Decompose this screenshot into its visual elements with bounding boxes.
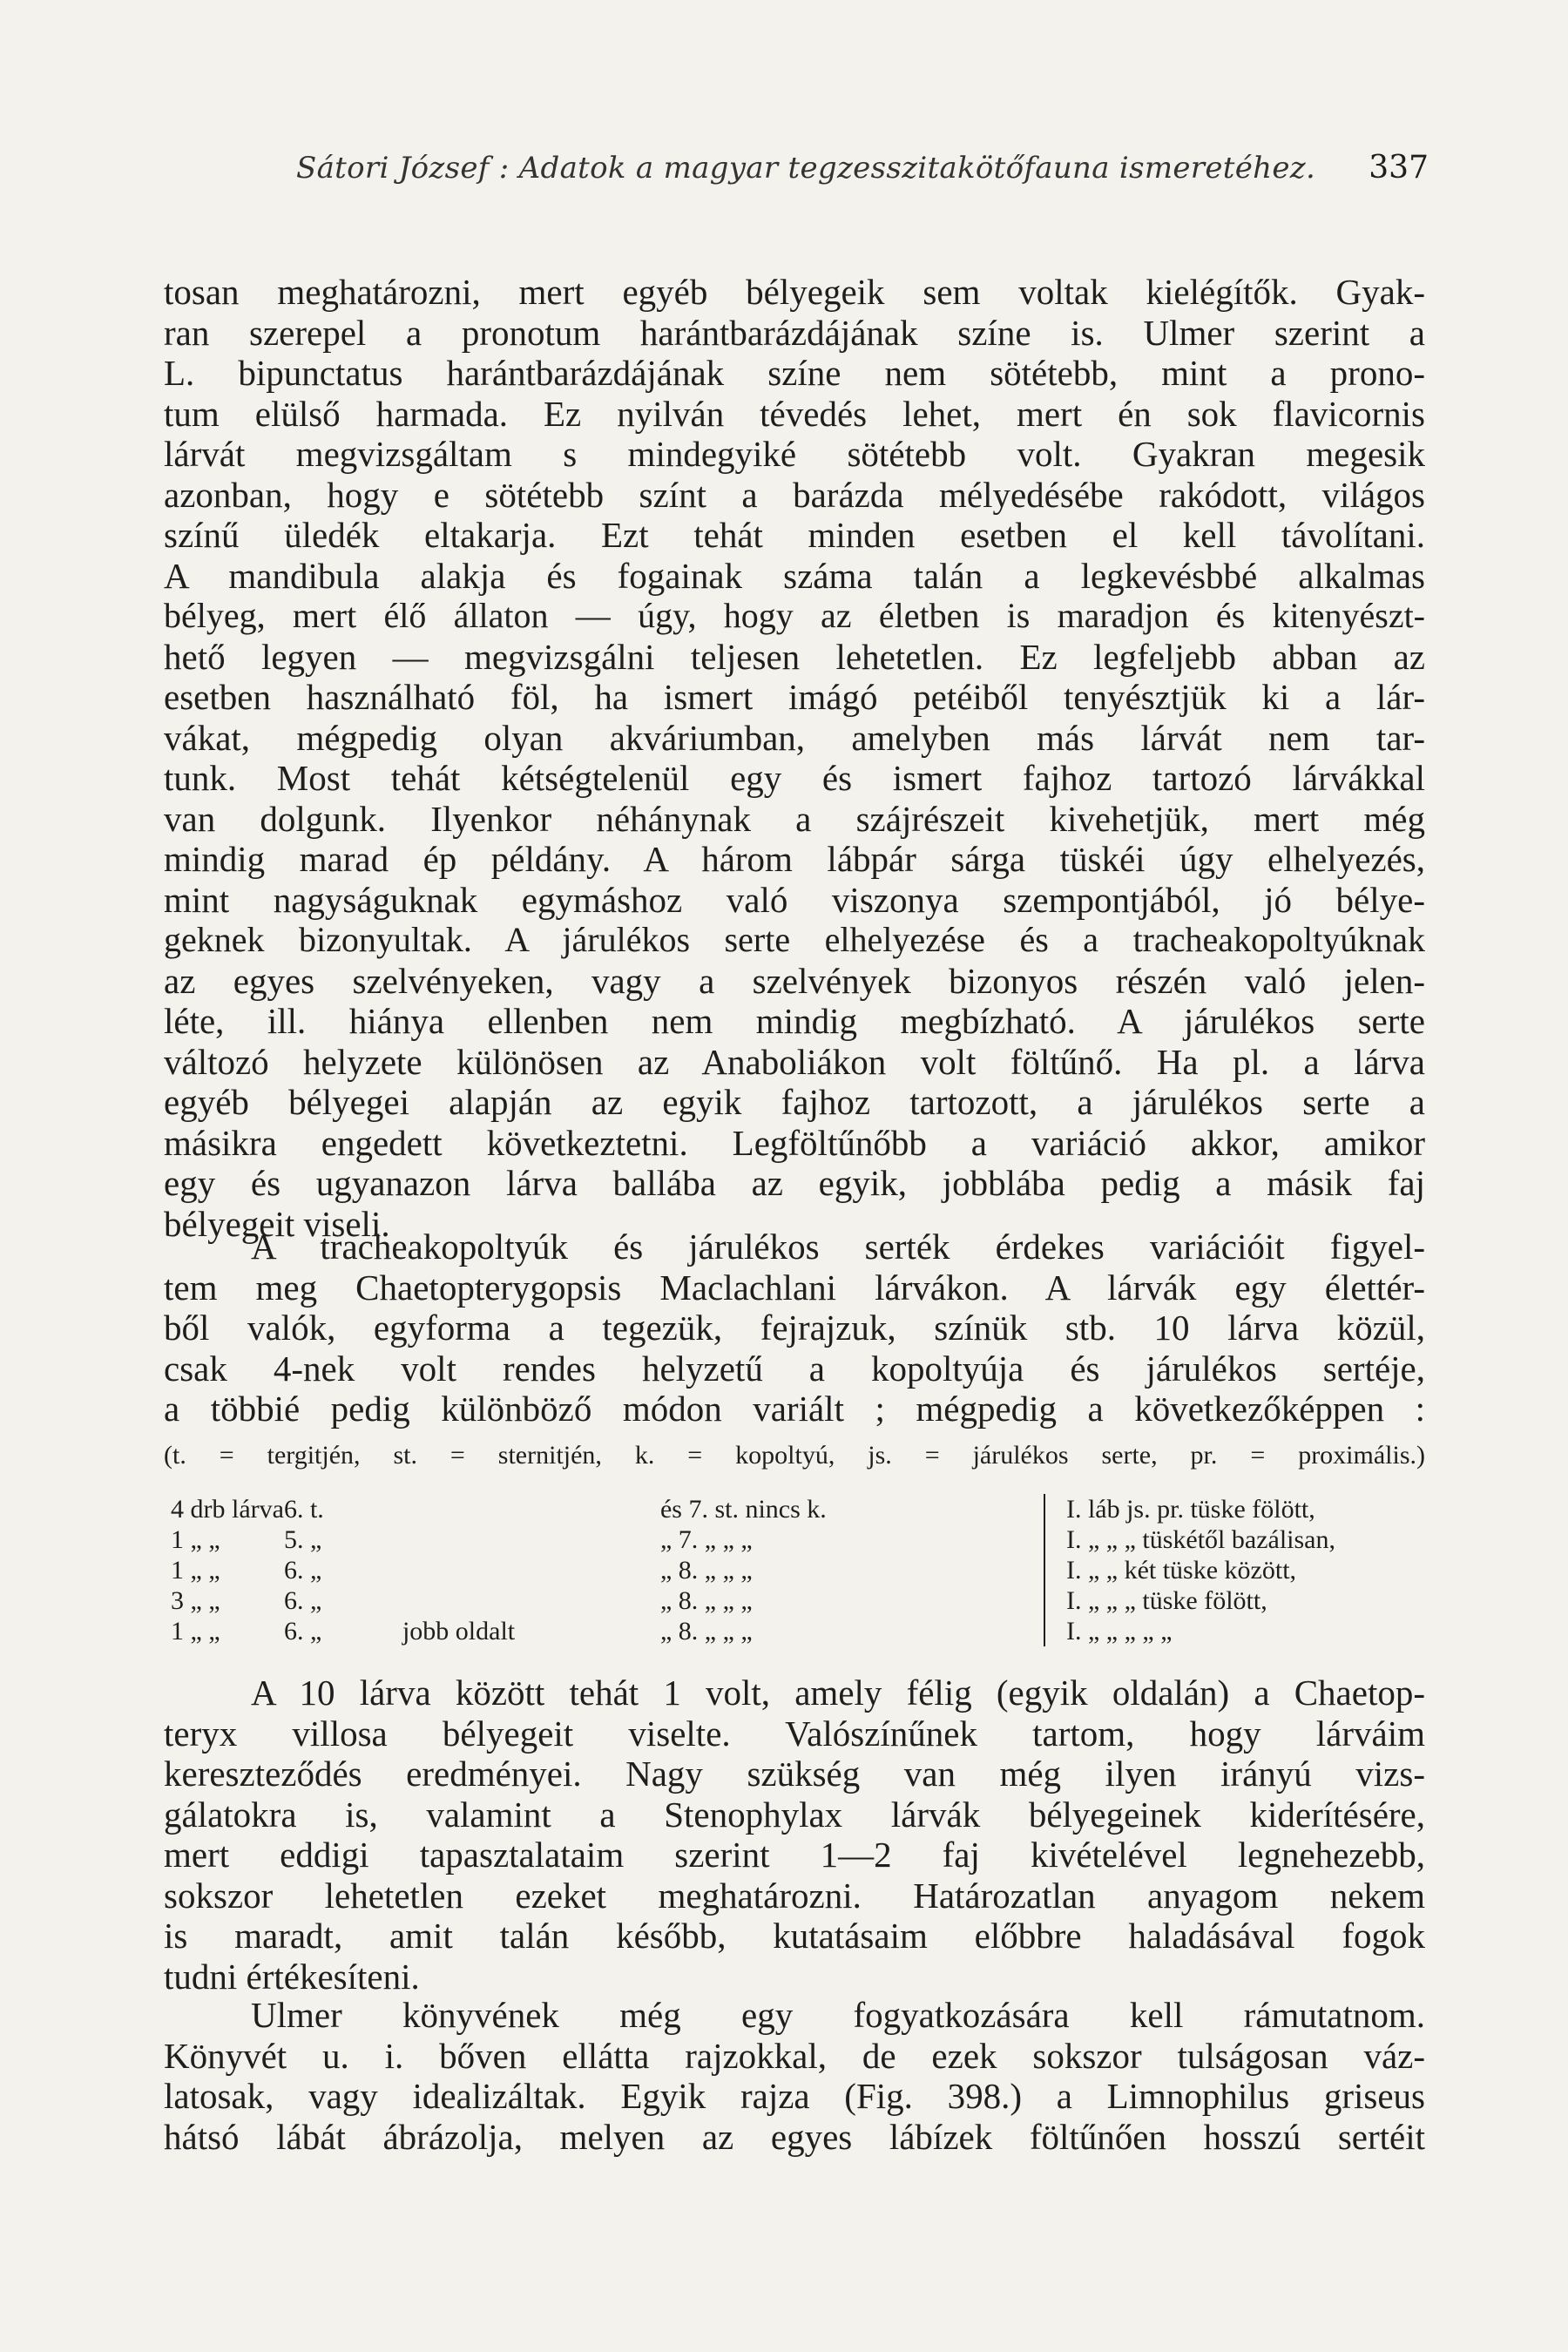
text-line: L. bipunctatus harántbarázdájának színe nem sötétebb, mint a prono-: [164, 353, 1425, 393]
count-cell: 1 „ „: [171, 1525, 220, 1554]
text-line: Könyvét u. i. bőven ellátta rajzokkal, de ezek sokszor tulságosan váz-: [164, 2035, 1425, 2076]
text-line: teryx villosa bélyegeit viselte. Valószínűnek tartom, hogy lárváim: [164, 1713, 1425, 1754]
text-line: A 10 lárva között tehát 1 volt, amely félig (egyik oldalán) a Chaetop-: [251, 1673, 1425, 1713]
text-line: is maradt, amit talán később, kutatásaim előbbre haladásával fogok: [164, 1916, 1425, 1956]
other-segment-cell: és 7. st. nincs k.: [660, 1494, 1044, 1524]
text-line: léte, ill. hiánya ellenben nem mindig megbízható. A járulékos serte: [164, 1001, 1425, 1041]
text-line: egyéb bélyegei alapján az egyik fajhoz tartozott, a járulékos serte a: [164, 1082, 1425, 1122]
text-line: A tracheakopoltyúk és járulékos serték érdekes variációit figyel-: [251, 1227, 1425, 1267]
segment-cell: 6. „: [283, 1556, 322, 1585]
running-title: Sátori József : Adatok a magyar tegzesszitakötőfauna ismeretéhez.: [296, 151, 1316, 186]
text-line: másikra engedett következtetni. Legföltűnőbb a variáció akkor, amikor: [164, 1122, 1425, 1163]
segment-cell: 6. t.: [283, 1495, 324, 1524]
other-segment-cell: „ 8. „ „ „: [660, 1585, 1044, 1616]
text-line: gálatokra is, valamint a Stenophylax lárvák bélyegeinek kiderítésére,: [164, 1794, 1425, 1835]
text-line: változó helyzete különösen az Anaboliákon volt föltűnő. Ha pl. a lárva: [164, 1041, 1425, 1082]
other-segment-cell: „ 8. „ „ „: [660, 1616, 1044, 1646]
other-segment-cell: „ 7. „ „ „: [660, 1524, 1044, 1555]
leg-cell: I. „ „ két tüske között,: [1065, 1556, 1297, 1585]
table-row: [171, 1616, 1335, 1646]
leg-cell: I. „ „ „ „ „: [1065, 1617, 1173, 1646]
other-segment-cell: „ 8. „ „ „: [660, 1555, 1044, 1585]
text-line: tosan meghatározni, mert egyéb bélyegeik sem voltak kielégítők. Gyak-: [164, 272, 1425, 312]
text-line: geknek bizonyultak. A járulékos serte elhelyezése és a tracheakopoltyúknak: [164, 920, 1425, 959]
paragraph-1: [164, 272, 1425, 1244]
abbreviation-legend: [164, 1441, 1425, 1470]
text-line: bélyeg, mert élő állaton — úgy, hogy az életben is maradjon és kitenyészt-: [164, 596, 1425, 635]
text-line: hátsó lábát ábrázolja, melyen az egyes lábízek föltűnően hosszú sertéit: [164, 2116, 1425, 2157]
text-line: mindig marad ép példány. A három lábpár sárga tüskéi úgy elhelyezés,: [164, 839, 1425, 879]
text-line: mint nagyságuknak egymáshoz való viszonya szempontjából, jó bélye-: [164, 879, 1425, 920]
page-header: [261, 150, 1429, 186]
paragraph-2: [164, 1227, 1425, 1429]
count-cell: 1 „ „: [171, 1617, 220, 1646]
side-cell: [402, 1494, 660, 1524]
text-line: tum elülső harmada. Ez nyilván tévedés lehet, mert én sok flavicornis: [164, 393, 1425, 434]
side-cell: jobb oldalt: [402, 1617, 516, 1646]
text-line: az egyes szelvényeken, vagy a szelvények bizonyos részén való jelen-: [164, 960, 1425, 1001]
legend-text: (t. = tergitjén, st. = sternitjén, k. = kopoltyú, js. = járulékos serte, pr. = proximális.): [164, 1441, 1425, 1470]
text-line: bélyegeit viseli.: [164, 1203, 390, 1244]
text-line: színű üledék eltakarja. Ezt tehát minden esetben el kell távolítani.: [164, 515, 1425, 555]
text-line: hető legyen — megvizsgálni teljesen lehetetlen. Ez legfeljebb abban az: [164, 636, 1425, 677]
text-line: ran szerepel a pronotum harántbarázdájának színe is. Ulmer szerint a: [164, 312, 1425, 353]
side-cell: [402, 1524, 660, 1555]
text-line: a többié pedig különböző módon variált ; mégpedig a következőképpen :: [164, 1389, 1425, 1429]
text-line: tem meg Chaetopterygopsis Maclachlani lárvákon. A lárvák egy élettér-: [164, 1267, 1425, 1308]
text-line: azonban, hogy e sötétebb színt a barázda mélyedésébe rakódott, világos: [164, 474, 1425, 515]
text-line: esetben használható föl, ha ismert imágó petéiből tenyésztjük ki a lár-: [164, 677, 1425, 717]
text-line: vákat, mégpedig olyan akváriumban, amelyben más lárvát nem tar-: [164, 717, 1425, 758]
text-line: tudni értékesíteni.: [164, 1956, 420, 1997]
text-line: kereszteződés eredményei. Nagy szükség van még ilyen irányú vizs-: [164, 1754, 1425, 1794]
text-line: egy és ugyanazon lárva ballába az egyik, jobblába pedig a másik faj: [164, 1163, 1425, 1203]
segment-cell: 5. „: [283, 1525, 322, 1554]
text-line: ből valók, egyforma a tegezük, fejrajzuk, színük stb. 10 lárva közül,: [164, 1308, 1425, 1348]
paragraph-4: [164, 1995, 1425, 2157]
leg-cell: I. „ „ „ tüskétől bazálisan,: [1065, 1525, 1335, 1554]
count-cell: 4 drb lárva: [171, 1495, 284, 1524]
text-line: sokszor lehetetlen ezeket meghatározni. Határozatlan anyagom nekem: [164, 1875, 1425, 1916]
count-cell: 1 „ „: [171, 1556, 220, 1585]
paragraph-3: [164, 1673, 1425, 1997]
segment-cell: 6. „: [283, 1617, 322, 1646]
leg-cell: I. láb js. pr. tüske fölött,: [1065, 1495, 1315, 1524]
text-line: mert eddigi tapasztalataim szerint 1—2 faj kivételével legnehezebb,: [164, 1835, 1425, 1875]
table-row: [171, 1494, 1335, 1524]
count-cell: 3 „ „: [171, 1586, 220, 1615]
text-line: latosak, vagy idealizáltak. Egyik rajza (Fig. 398.) a Limnophilus griseus: [164, 2076, 1425, 2116]
larva-variation-table: [171, 1494, 1335, 1646]
side-cell: [402, 1555, 660, 1585]
page-number: 337: [1369, 150, 1429, 186]
table-row: [171, 1555, 1335, 1585]
leg-cell: I. „ „ „ tüske fölött,: [1065, 1586, 1267, 1615]
text-line: Ulmer könyvének még egy fogyatkozására kell rámutatnom.: [251, 1995, 1425, 2035]
side-cell: [402, 1585, 660, 1616]
text-line: tunk. Most tehát kétségtelenül egy és ismert fajhoz tartozó lárvákkal: [164, 758, 1425, 798]
text-line: A mandibula alakja és fogainak száma talán a legkevésbbé alkalmas: [164, 555, 1425, 596]
table-row: [171, 1524, 1335, 1555]
text-line: csak 4-nek volt rendes helyzetű a kopoltyúja és járulékos sertéje,: [164, 1348, 1425, 1389]
text-line: van dolgunk. Ilyenkor néhánynak a szájrészeit kivehetjük, mert még: [164, 798, 1425, 839]
segment-cell: 6. „: [283, 1586, 322, 1615]
text-line: lárvát megvizsgáltam s mindegyiké sötétebb volt. Gyakran megesik: [164, 434, 1425, 474]
table-row: [171, 1585, 1335, 1616]
